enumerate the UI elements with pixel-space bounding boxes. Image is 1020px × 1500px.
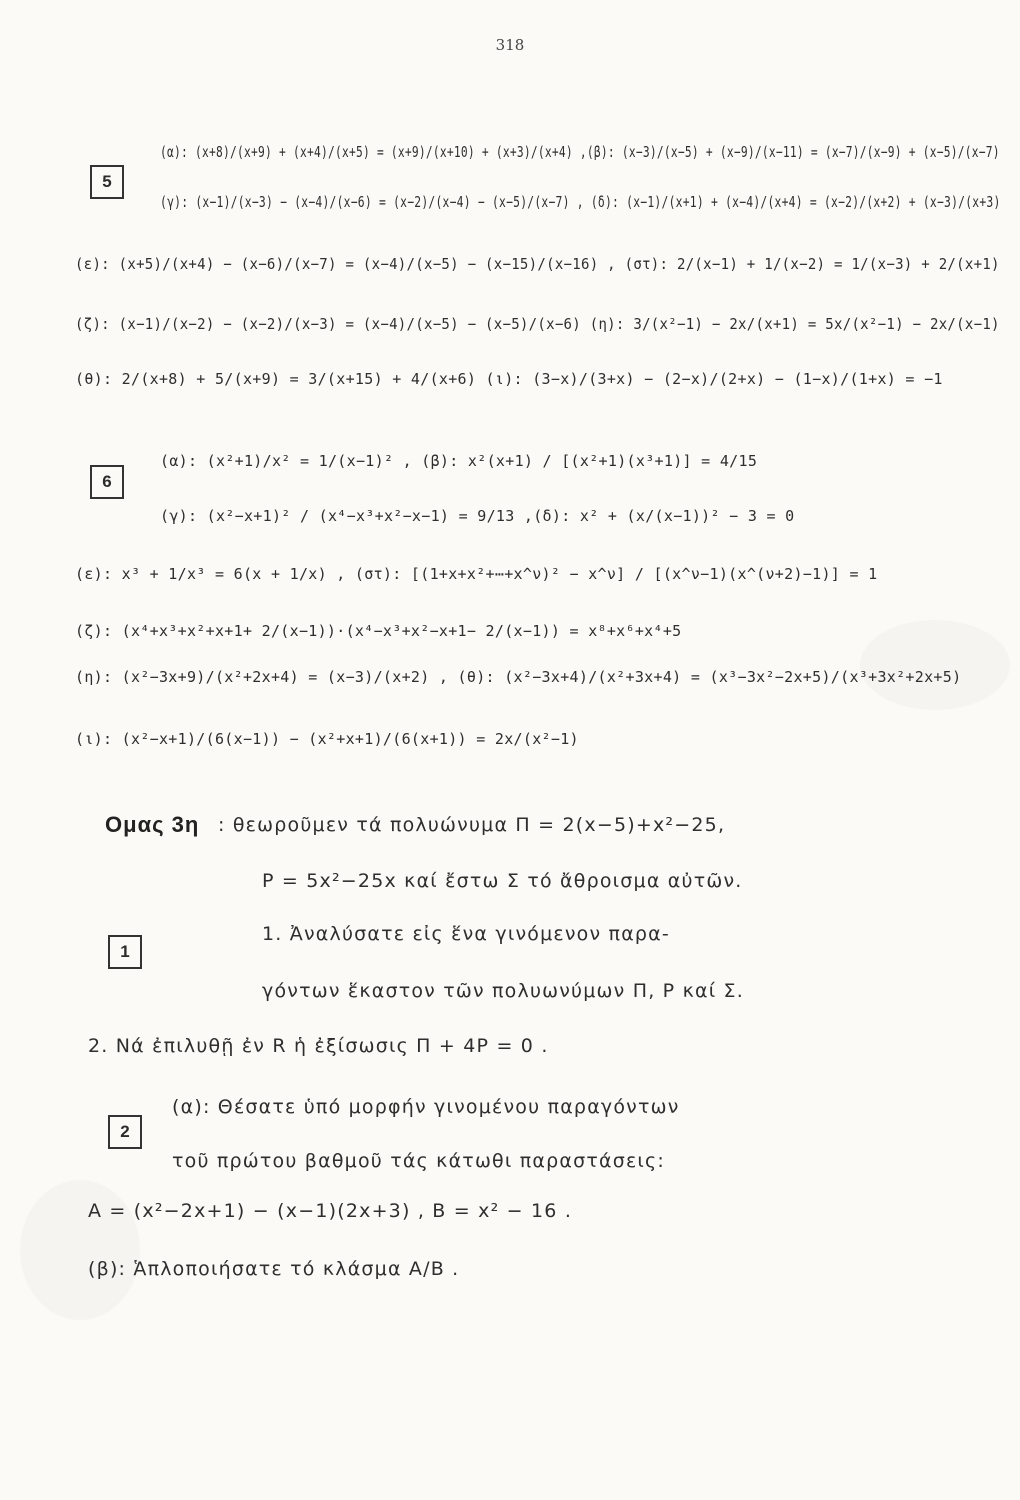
equation-line-6e: (η): (x²−3x+9)/(x²+2x+4) = (x−3)/(x+2) , (θ): (x²−3x+4)/(x²+3x+4) = (x³−3x²−2x+5)/(x³+3x²+2x+5)	[75, 668, 962, 686]
ex2-line-1: (α): Θέσατε ὑπό μορφήν γινομένου παραγόντων	[172, 1096, 680, 1118]
exercise-box-1: 1	[108, 935, 142, 969]
exercise-box-6: 6	[90, 465, 124, 499]
ex1-line-3: 2. Νά ἐπιλυθῇ ἐν R ἡ ἐξίσωσις Π + 4P = 0 .	[88, 1035, 549, 1057]
equation-line-6a: (α): (x²+1)/x² = 1/(x−1)² , (β): x²(x+1) / [(x²+1)(x³+1)] = 4/15	[160, 452, 758, 470]
equation-line-6c: (ε): x³ + 1/x³ = 6(x + 1/x) , (στ): [(1+x+x²+⋯+x^ν)² − x^ν] / [(x^ν−1)(x^(ν+2)−1)] = 1	[75, 565, 878, 583]
equation-line-5b: (γ): (x−1)/(x−3) − (x−4)/(x−6) = (x−2)/(x−4) − (x−5)/(x−7) , (δ): (x−1)/(x+1) + (x−4)/(x+4) = (x−2)/(x+2) + (x−3)/(x+3)	[160, 193, 1001, 211]
group-intro-line-2: P = 5x²−25x καί ἔστω Σ τό ἄθροισμα αὐτῶν.	[262, 870, 743, 892]
group-title: Ομας 3η	[105, 812, 200, 837]
ex1-line-2: γόντων ἕκαστον τῶν πολυωνύμων Π, P καί Σ.	[262, 980, 745, 1002]
equation-line-5e: (θ): 2/(x+8) + 5/(x+9) = 3/(x+15) + 4/(x+6) (ι): (3−x)/(3+x) − (2−x)/(2+x) − (1−x)/(1+x) = −1	[75, 370, 943, 388]
ex2-line-2: τοῦ πρώτου βαθμοῦ τάς κάτωθι παραστάσεις:	[172, 1150, 665, 1172]
equation-line-6d: (ζ): (x⁴+x³+x²+x+1+ 2/(x−1))·(x⁴−x³+x²−x+1− 2/(x−1)) = x⁸+x⁶+x⁴+5	[75, 622, 682, 640]
page-number: 318	[495, 36, 525, 54]
equation-line-6b: (γ): (x²−x+1)² / (x⁴−x³+x²−x−1) = 9/13 ,(δ): x² + (x/(x−1))² − 3 = 0	[160, 507, 795, 525]
exercise-box-5: 5	[90, 165, 124, 199]
ex2-line-3: A = (x²−2x+1) − (x−1)(2x+3) , B = x² − 16 .	[88, 1200, 573, 1222]
group-intro-line-1: : θεωροῦμεν τά πολυώνυμα Π = 2(x−5)+x²−25,	[218, 814, 726, 836]
ex2-line-4: (β): Ἁπλοποιήσατε τό κλάσμα A/B .	[88, 1258, 460, 1280]
equation-line-5a: (α): (x+8)/(x+9) + (x+4)/(x+5) = (x+9)/(x+10) + (x+3)/(x+4) ,(β): (x−3)/(x−5) + (x−9)/(x−11) = (x−7)/(x−9) + (x−5)/(x−7)	[160, 143, 1000, 161]
exercise-box-2: 2	[108, 1115, 142, 1149]
equation-line-5d: (ζ): (x−1)/(x−2) − (x−2)/(x−3) = (x−4)/(x−5) − (x−5)/(x−6) (η): 3/(x²−1) − 2x/(x+1) = 5x/(x²−1) − 2x/(x−1)	[75, 315, 1000, 333]
ex1-line-1: 1. Ἀναλύσατε εἰς ἕνα γινόμενον παρα-	[262, 923, 670, 945]
equation-line-5c: (ε): (x+5)/(x+4) − (x−6)/(x−7) = (x−4)/(x−5) − (x−15)/(x−16) , (στ): 2/(x−1) + 1/(x−2) = 1/(x−3) + 2/(x+1)	[75, 255, 1000, 273]
equation-line-6f: (ι): (x²−x+1)/(6(x−1)) − (x²+x+1)/(6(x+1)) = 2x/(x²−1)	[75, 730, 579, 748]
